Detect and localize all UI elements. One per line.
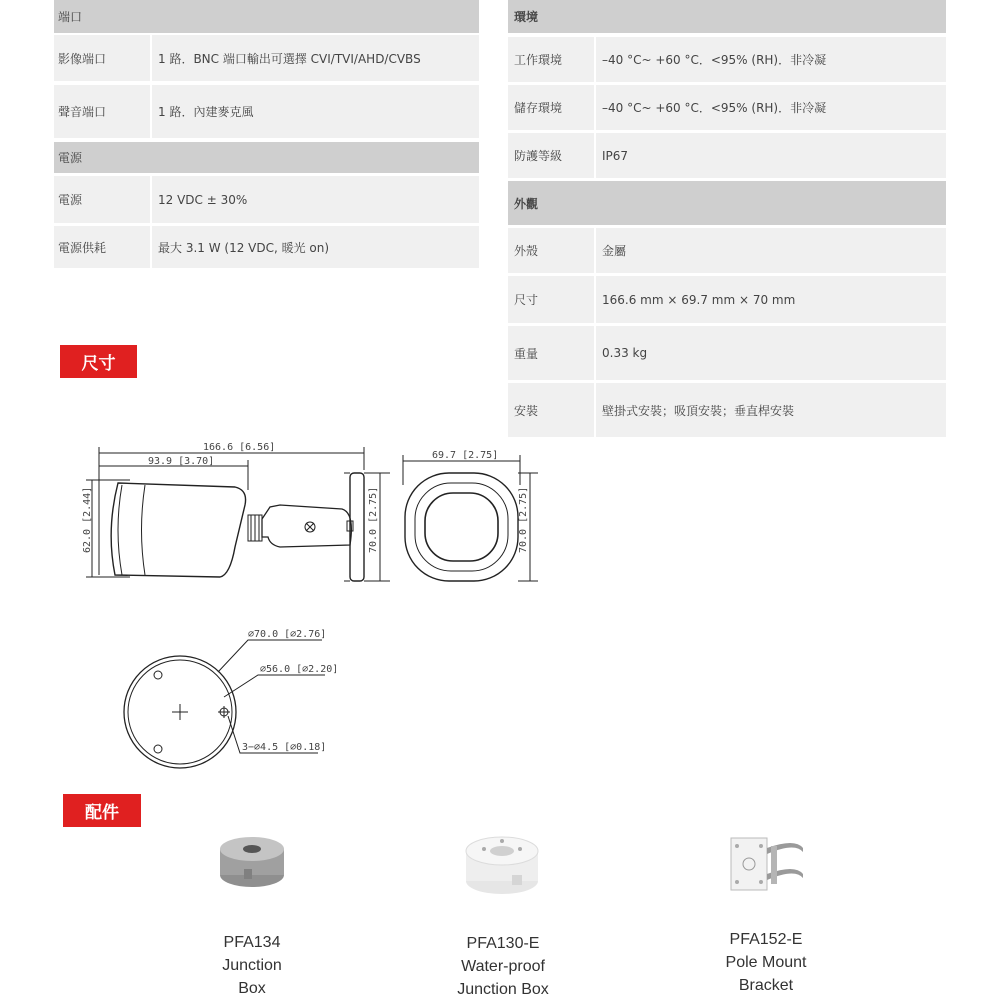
row-value: 1 路．BNC 端口輸出可選擇 CVI/TVI/AHD/CVBS xyxy=(152,35,479,81)
row-label: 重量 xyxy=(508,326,594,380)
camera-front-view xyxy=(405,473,518,581)
dim-base-outer-dia: ⌀70.0 [⌀2.76] xyxy=(248,629,327,640)
table-row xyxy=(508,85,946,130)
row-value: 0.33 kg xyxy=(596,326,946,380)
row-label: 安裝 xyxy=(508,383,594,437)
accessory-desc: Junction xyxy=(222,957,282,974)
dim-base-height: 70.0 [2.75] xyxy=(368,486,379,553)
row-label: 儲存環境 xyxy=(508,85,594,130)
section-header-appearance xyxy=(508,181,946,225)
table-row xyxy=(508,326,946,380)
row-value: IP67 xyxy=(596,133,946,178)
camera-body-side xyxy=(111,483,245,577)
row-value: 12 VDC ± 30% xyxy=(152,176,479,223)
section-header-label: 端口 xyxy=(58,10,83,24)
accessory-name-pfa130e xyxy=(423,932,583,1001)
table-row xyxy=(508,133,946,178)
pole-mount-pfa152e-image xyxy=(725,832,810,897)
section-header-label: 環境 xyxy=(514,10,539,24)
dim-front-height: 70.0 [2.75] xyxy=(518,486,529,553)
accessory-name-pfa152e xyxy=(686,928,846,997)
row-label: 防護等級 xyxy=(508,133,594,178)
table-row xyxy=(54,35,479,81)
accessory-model: PFA134 xyxy=(223,934,281,951)
accessory-desc: Box xyxy=(238,980,266,997)
row-label: 工作環境 xyxy=(508,37,594,82)
junction-box-pfa130e-image xyxy=(462,825,542,900)
screw-hole xyxy=(154,671,162,679)
table-row xyxy=(508,276,946,323)
accessory-desc: Water-proof xyxy=(461,958,545,975)
accessory-desc: Junction Box xyxy=(457,981,549,998)
table-row xyxy=(508,228,946,273)
table-row xyxy=(508,37,946,82)
section-header-label: 外觀 xyxy=(514,196,539,211)
row-value: 壁掛式安裝；吸頂安裝；垂直桿安裝 xyxy=(596,383,946,437)
section-header-label: 電源 xyxy=(58,151,83,165)
table-row xyxy=(54,85,479,138)
row-label: 尺寸 xyxy=(508,276,594,323)
row-value: 金屬 xyxy=(596,228,946,273)
table-row xyxy=(54,226,479,268)
accessory-model: PFA130-E xyxy=(466,935,540,952)
screw-hole xyxy=(154,745,162,753)
section-header-environment xyxy=(508,0,946,33)
table-row xyxy=(54,176,479,223)
junction-box-pfa134-image xyxy=(212,825,292,895)
row-value: –40 °C~ +60 °C．<95% (RH)．非冷凝 xyxy=(596,85,946,130)
row-label: 聲音端口 xyxy=(54,85,150,138)
dim-total-length: 166.6 [6.56] xyxy=(203,442,276,453)
dimensions-section-label: 尺寸 xyxy=(60,345,137,378)
dim-base-hole-dia: ⌀56.0 [⌀2.20] xyxy=(260,664,339,675)
table-row xyxy=(508,383,946,437)
section-header-power xyxy=(54,142,479,173)
mount-base-side xyxy=(350,473,364,581)
row-value: 166.6 mm × 69.7 mm × 70 mm xyxy=(596,276,946,323)
row-value: –40 °C~ +60 °C．<95% (RH)．非冷凝 xyxy=(596,37,946,82)
accessory-name-pfa134 xyxy=(172,931,332,1000)
dim-front-width: 69.7 [2.75] xyxy=(432,450,499,461)
dim-body-height: 62.0 [2.44] xyxy=(82,486,93,553)
row-label: 電源 xyxy=(54,176,150,223)
row-label: 電源供耗 xyxy=(54,226,150,268)
dim-body-length: 93.9 [3.70] xyxy=(148,456,215,467)
dim-screw-holes: 3−⌀4.5 [⌀0.18] xyxy=(242,742,327,753)
accessory-model: PFA152-E xyxy=(729,931,803,948)
accessory-desc: Bracket xyxy=(738,977,794,994)
accessory-desc: Pole Mount xyxy=(725,954,807,971)
camera-dimension-drawing xyxy=(70,435,550,775)
row-label: 外殼 xyxy=(508,228,594,273)
row-label: 影像端口 xyxy=(54,35,150,81)
row-value: 1 路．內建麥克風 xyxy=(152,85,479,138)
section-header-ports xyxy=(54,0,479,33)
row-value: 最大 3.1 W (12 VDC, 暖光 on) xyxy=(152,226,479,268)
accessories-section-label: 配件 xyxy=(63,794,141,827)
